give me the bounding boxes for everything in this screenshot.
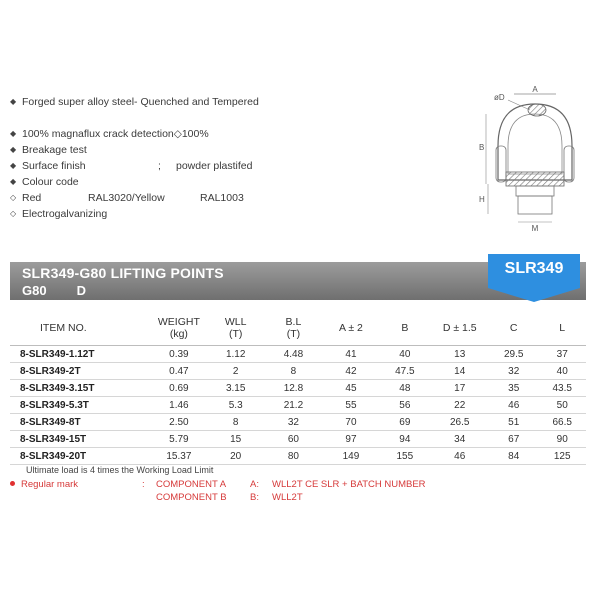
value-cell: 90 [538, 431, 586, 448]
banner-grade: G80 D [22, 283, 86, 298]
table-row [10, 380, 586, 397]
value-cell: 35 [489, 380, 538, 397]
value-cell: 55 [323, 397, 380, 414]
value-cell: 8 [264, 363, 323, 380]
value-cell: 46 [489, 397, 538, 414]
filled-diamond-icon: ◆ [10, 177, 17, 186]
value-cell: 97 [323, 431, 380, 448]
hollow-diamond-icon: ◇ [10, 209, 17, 218]
value-cell: 48 [379, 380, 430, 397]
filled-diamond-icon: ◆ [10, 97, 17, 106]
value-cell: 47.5 [379, 363, 430, 380]
dim-h-label: H [479, 195, 485, 204]
value-cell: 15 [207, 431, 264, 448]
value-cell: 45 [323, 380, 380, 397]
value-cell: 60 [264, 431, 323, 448]
value-cell: 69 [379, 414, 430, 431]
value-cell: 3.15 [207, 380, 264, 397]
table-row [10, 414, 586, 431]
value-cell: 149 [323, 448, 380, 465]
column-header: WEIGHT (kg) [157, 316, 200, 340]
table-row [10, 346, 586, 363]
value-cell: 4.48 [264, 346, 323, 363]
value-cell: 15.37 [151, 448, 208, 465]
column-header: C [509, 322, 518, 334]
value-cell: 29.5 [489, 346, 538, 363]
feature-breakage: ◆ Breakage test [10, 144, 87, 156]
value-cell: 40 [538, 363, 586, 380]
item-number-cell: 8-SLR349-8T [10, 414, 151, 431]
value-cell: 42 [323, 363, 380, 380]
value-cell: 66.5 [538, 414, 586, 431]
item-number-cell: 8-SLR349-15T [10, 431, 151, 448]
dim-d-label: øD [494, 93, 505, 102]
item-number-cell: 8-SLR349-5.3T [10, 397, 151, 414]
feature-forged: ◆ Forged super alloy steel- Quenched and Tempered [10, 96, 259, 108]
value-cell: 12.8 [264, 380, 323, 397]
column-header: B.L (T) [285, 316, 302, 340]
value-cell: 32 [489, 363, 538, 380]
value-cell: 84 [489, 448, 538, 465]
value-cell: 13 [430, 346, 489, 363]
hollow-diamond-icon: ◇ [10, 193, 17, 202]
value-cell: 37 [538, 346, 586, 363]
value-cell: 21.2 [264, 397, 323, 414]
item-number-cell: 8-SLR349-20T [10, 448, 151, 465]
column-header: A ± 2 [339, 322, 363, 334]
value-cell: 5.79 [151, 431, 208, 448]
value-cell: 8 [207, 414, 264, 431]
column-header: ITEM NO. [40, 322, 87, 334]
value-cell: 20 [207, 448, 264, 465]
hollow-diamond-icon: ◇ [173, 128, 182, 140]
value-cell: 0.47 [151, 363, 208, 380]
value-cell: 22 [430, 397, 489, 414]
value-cell: 41 [323, 346, 380, 363]
filled-diamond-icon: ◆ [10, 161, 17, 170]
regular-mark: Regular mark : COMPONENT A A: WLL2T CE SLR + BATCH NUMBER COMPONENT B B: WLL2T [10, 479, 590, 507]
red-dot-icon [10, 481, 15, 486]
lifting-point-diagram [474, 84, 578, 234]
value-cell: 1.46 [151, 397, 208, 414]
table-row [10, 431, 586, 448]
item-number-cell: 8-SLR349-3.15T [10, 380, 151, 397]
column-header: L [559, 322, 566, 334]
value-cell: 17 [430, 380, 489, 397]
value-cell: 2 [207, 363, 264, 380]
feature-magnaflux: ◆ 100% magnaflux crack detection◇100% [10, 128, 209, 140]
lifting-point-drawing [474, 84, 578, 234]
item-number-cell: 8-SLR349-1.12T [10, 346, 151, 363]
value-cell: 26.5 [430, 414, 489, 431]
table-row [10, 363, 586, 380]
filled-diamond-icon: ◆ [10, 129, 17, 138]
spec-table [10, 311, 586, 465]
banner-title: SLR349-G80 LIFTING POINTS [22, 265, 224, 281]
load-note: Ultimate load is 4 times the Working Load Limit [26, 465, 214, 475]
value-cell: 14 [430, 363, 489, 380]
value-cell: 56 [379, 397, 430, 414]
table-body [10, 346, 586, 465]
feature-surface: ◆ Surface finish ; powder plastifed [10, 160, 253, 172]
value-cell: 94 [379, 431, 430, 448]
dim-b-label: B [479, 143, 485, 152]
value-cell: 32 [264, 414, 323, 431]
value-cell: 2.50 [151, 414, 208, 431]
value-cell: 1.12 [207, 346, 264, 363]
table-row [10, 448, 586, 465]
feature-list [10, 94, 340, 222]
item-number-cell: 8-SLR349-2T [10, 363, 151, 380]
value-cell: 51 [489, 414, 538, 431]
value-cell: 80 [264, 448, 323, 465]
table-header-row [10, 311, 586, 346]
value-cell: 43.5 [538, 380, 586, 397]
value-cell: 40 [379, 346, 430, 363]
value-cell: 125 [538, 448, 586, 465]
value-cell: 50 [538, 397, 586, 414]
badge-label: SLR349 [504, 260, 564, 277]
feature-colour: ◆ Colour code [10, 176, 79, 188]
column-header: B [401, 322, 409, 334]
feature-galvanizing: ◇ Electrogalvanizing [10, 208, 108, 220]
value-cell: 0.39 [151, 346, 208, 363]
value-cell: 34 [430, 431, 489, 448]
value-cell: 0.69 [151, 380, 208, 397]
value-cell: 70 [323, 414, 380, 431]
product-badge [488, 254, 580, 302]
feature-red: ◇ Red RAL3020/Yellow RAL1003 [10, 192, 244, 204]
table-row [10, 397, 586, 414]
dim-m-label: M [531, 224, 539, 233]
value-cell: 67 [489, 431, 538, 448]
value-cell: 46 [430, 448, 489, 465]
column-header: WLL (T) [224, 316, 247, 340]
value-cell: 155 [379, 448, 430, 465]
value-cell: 5.3 [207, 397, 264, 414]
dim-a-label: A [532, 85, 538, 94]
column-header: D ± 1.5 [442, 322, 477, 334]
filled-diamond-icon: ◆ [10, 145, 17, 154]
